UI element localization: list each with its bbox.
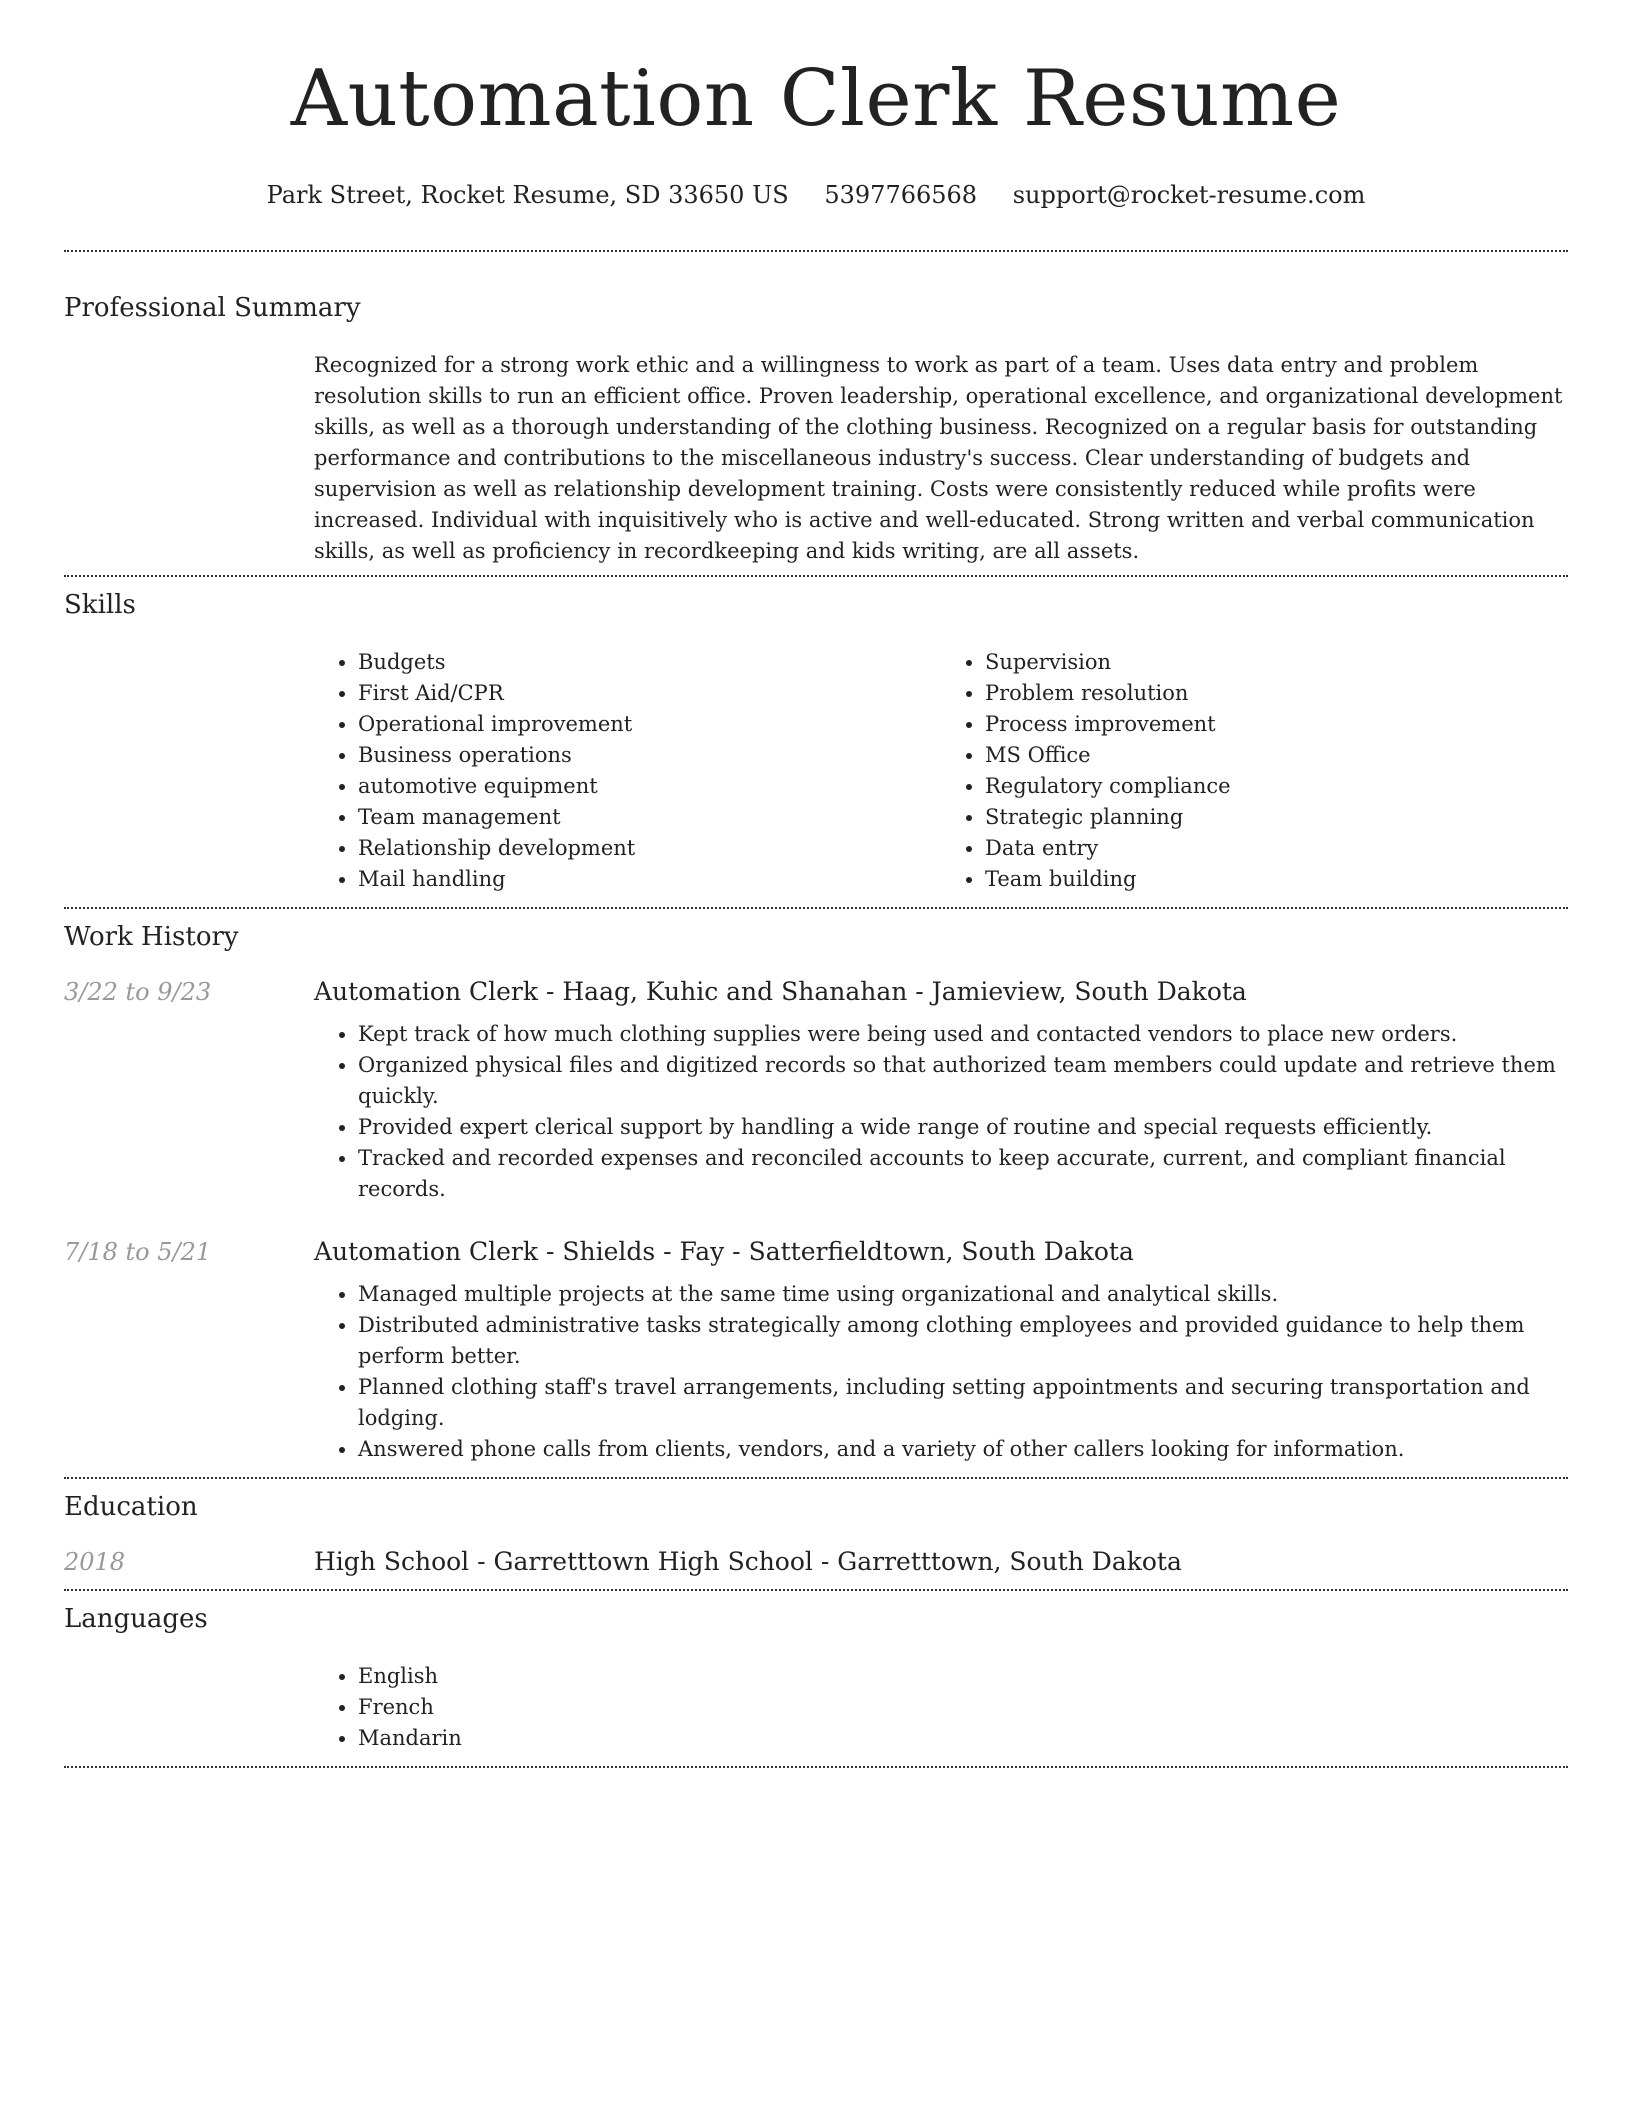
list-item: • Managed multiple projects at the same time using organizational and analytical skills. (358, 1279, 1568, 1310)
contact-address: Park Street, Rocket Resume, SD 33650 US (266, 181, 789, 209)
list-item: • Kept track of how much clothing supplies were being used and contacted vendors to place new orders. (358, 1019, 1568, 1050)
section-title-summary: Professional Summary (64, 293, 361, 323)
list-item: • Budgets (358, 647, 941, 678)
summary-text: Recognized for a strong work ethic and a willingness to work as part of a team. Uses data entry and problem resolution skills to run an efficient office. Proven leadership, operational excellence, and organizational development skills, as well as a thorough understanding of the clothing business. Recognized on a regular basis for outstanding performance and contributions to the miscellaneous industry's success. Clear understanding of budgets and supervision as well as relationship development training. Costs were consistently reduced while profits were increased. Individual with inquisitively who is active and well-educated. Strong written and verbal communication skills, as well as proficiency in recordkeeping and kids writing, are all assets. (314, 353, 1563, 563)
contact-email: support@rocket-resume.com (1012, 181, 1366, 209)
list-item: • First Aid/CPR (358, 678, 941, 709)
job-bullets (314, 1279, 1568, 1465)
list-item: • Planned clothing staff's travel arrangements, including setting appointments and securing transportation and lodging. (358, 1372, 1568, 1434)
divider (64, 1477, 1568, 1479)
list-item: • French (358, 1692, 1568, 1723)
divider (64, 575, 1568, 577)
resume-page (64, 0, 1568, 1768)
section-title-work: Work History (64, 922, 239, 952)
list-item: • automotive equipment (358, 771, 941, 802)
job-bullets (314, 1019, 1568, 1205)
education-date: 2018 (64, 1548, 126, 1576)
list-item: • English (358, 1661, 1568, 1692)
list-item: • Team building (985, 864, 1568, 895)
divider (64, 1589, 1568, 1591)
list-item: • Organized physical files and digitized records so that authorized team members could update and retrieve them quickly. (358, 1050, 1568, 1112)
list-item: • Answered phone calls from clients, vendors, and a variety of other callers looking for information. (358, 1434, 1568, 1465)
list-item: • Strategic planning (985, 802, 1568, 833)
list-item: • Supervision (985, 647, 1568, 678)
languages-list (314, 1661, 1568, 1754)
list-item: • Operational improvement (358, 709, 941, 740)
contact-phone: 5397766568 (824, 181, 978, 209)
list-item: • Mail handling (358, 864, 941, 895)
job-date: 7/18 to 5/21 (64, 1238, 212, 1266)
education-title: High School - Garretttown High School - Garretttown, South Dakota (314, 1547, 1182, 1576)
education-entry (64, 1545, 1568, 1579)
list-item: • Data entry (985, 833, 1568, 864)
divider (64, 1766, 1568, 1768)
list-item: • Business operations (358, 740, 941, 771)
job-date: 3/22 to 9/23 (64, 978, 212, 1006)
job-entry (64, 1235, 1568, 1269)
section-title-languages: Languages (64, 1604, 208, 1634)
resume-title: Automation Clerk Resume (290, 54, 1342, 144)
job-entry (64, 975, 1568, 1009)
skills-list-left (314, 647, 941, 895)
list-item: • Process improvement (985, 709, 1568, 740)
divider (64, 250, 1568, 252)
list-item: • Distributed administrative tasks strategically among clothing employees and provided guidance to help them perform better. (358, 1310, 1568, 1372)
languages-container (314, 1661, 1568, 1754)
list-item: • Regulatory compliance (985, 771, 1568, 802)
list-item: • Provided expert clerical support by handling a wide range of routine and special requests efficiently. (358, 1112, 1568, 1143)
list-item: • Team management (358, 802, 941, 833)
skills-grid (314, 647, 1568, 895)
section-title-education: Education (64, 1492, 198, 1522)
list-item: • Mandarin (358, 1723, 1568, 1754)
section-title-skills: Skills (64, 590, 136, 620)
job-title: Automation Clerk - Haag, Kuhic and Shanahan - Jamieview, South Dakota (314, 977, 1247, 1006)
contact-line (64, 180, 1568, 210)
job-title: Automation Clerk - Shields - Fay - Satterfieldtown, South Dakota (314, 1237, 1134, 1266)
job-bullets-container (314, 1279, 1568, 1465)
list-item: • Problem resolution (985, 678, 1568, 709)
list-item: • Relationship development (358, 833, 941, 864)
list-item: • Tracked and recorded expenses and reconciled accounts to keep accurate, current, and compliant financial records. (358, 1143, 1568, 1205)
job-bullets-container (314, 1019, 1568, 1205)
skills-list-right (941, 647, 1568, 895)
divider (64, 907, 1568, 909)
list-item: • MS Office (985, 740, 1568, 771)
